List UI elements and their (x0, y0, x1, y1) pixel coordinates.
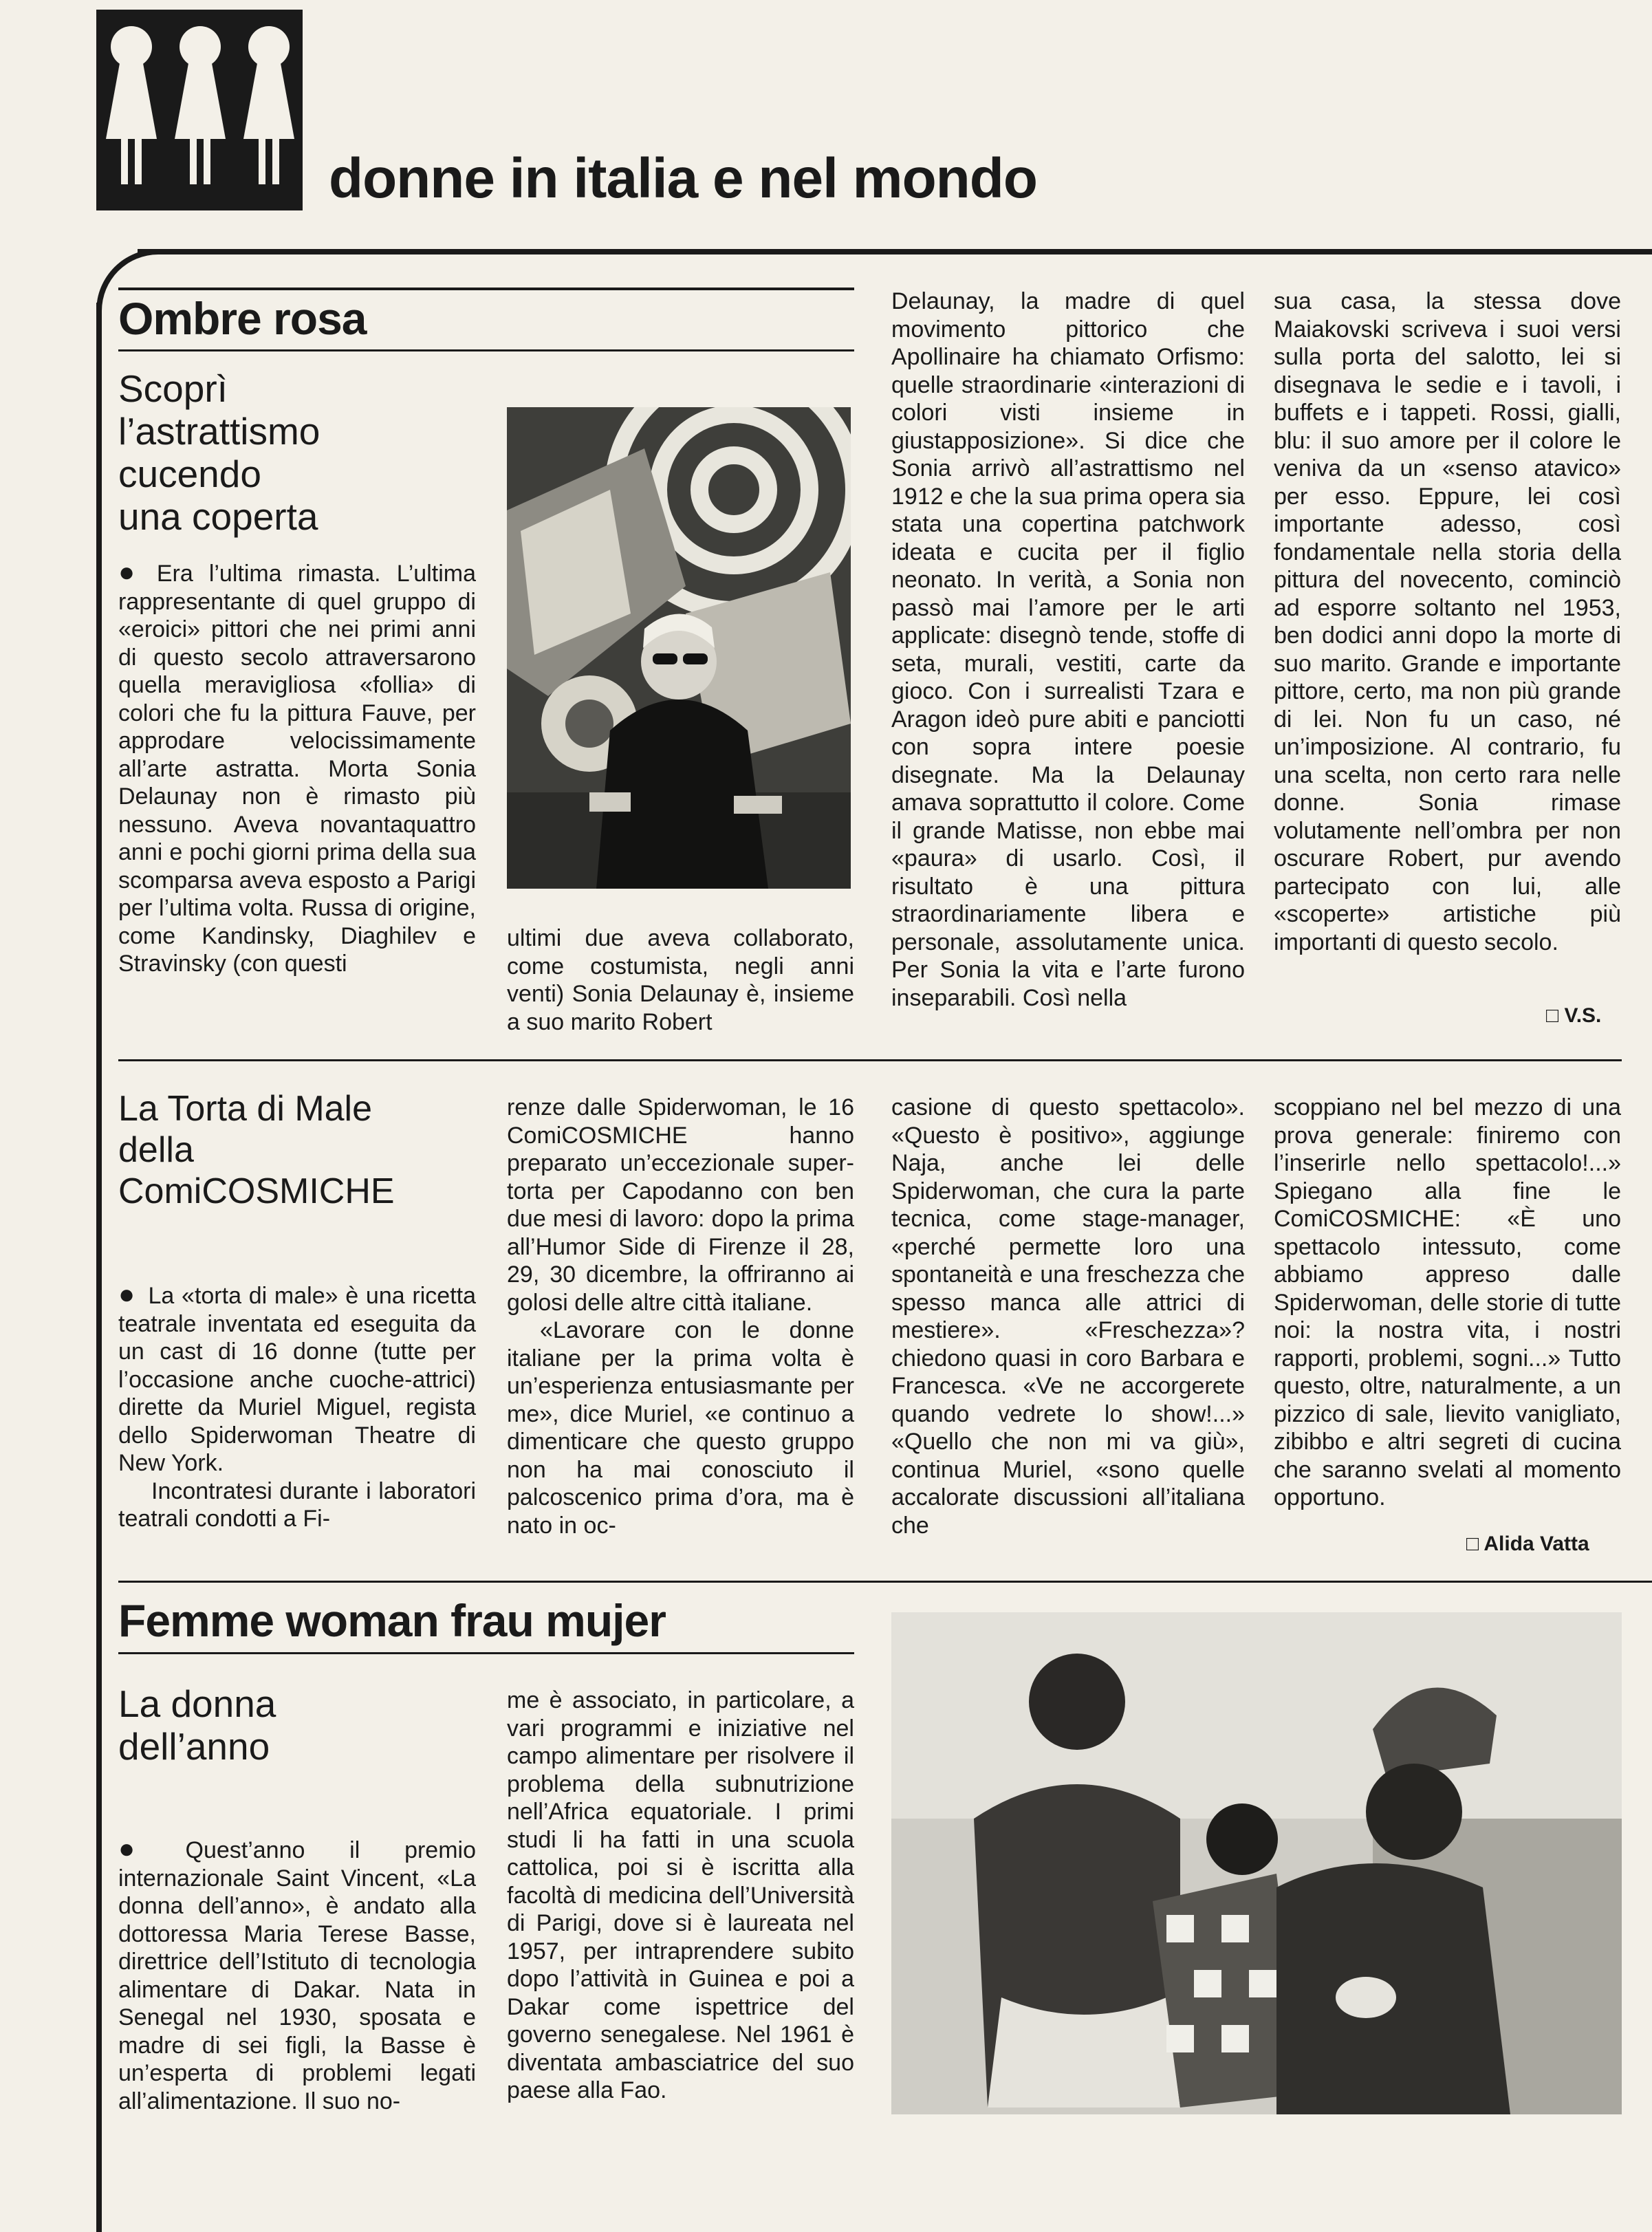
ombre-title: Ombre rosa (118, 293, 367, 344)
frame-left-rule (96, 303, 102, 2232)
bullet-icon: ● (118, 1279, 136, 1310)
ombre-top-rule (118, 288, 854, 290)
woman-figure-icon (172, 22, 228, 187)
torta-column-1: ● La «torta di male» è una ricetta teatrale inventata ed eseguita da un cast di 16 donne (tutte per l’occasione anche cuoche-attrici) dirette da Muriel Miguel, regista dello Spiderwoman Theatre di New York. Incontratesi durante i laboratori teatrali condotti a Fi- (118, 1279, 476, 1532)
ombre-column-1: ● Era l’ultima rimasta. L’ultima rappresentante di quel gruppo di «eroici» pittori che nei primi anni di questo secolo attraversarono quella meravigliosa «follia» di colori che fu la pittura Fauve, per approdare velocissimamente all’arte astratta. Morta Sonia Delaunay non è rimasto più nessuno. Aveva novantaquattro anni e pochi giorni prima della sua scomparsa aveva esposto a Parigi per l’ultima volta. Russa di origine, come Kandinsky, Diaghilev e Stravinsky (con questi (118, 557, 476, 977)
torta-signature: □ Alida Vatta (1466, 1532, 1589, 1555)
bullet-icon: ● (118, 557, 144, 587)
bullet-icon: ● (118, 1834, 173, 1864)
section-divider-2 (118, 1581, 1652, 1583)
ombre-column-3: Delaunay, la madre di quel movimento pittorico che Apollinaire ha chiamato Orfismo: quelle straordinarie «interazioni di colori visti insieme in giustapposizione». Si dice che Sonia arrivò all’astrattismo nel 1912 e che la sua prima opera sia stata una copertina patchwork ideata e cucita per il figlio neonato. In verità, a Sonia non passò mai l’amore per le arti applicate: disegnò tende, stoffe di seta, murali, vestiti, carte da gioco. Con i surrealisti Tzara e Aragon ideò pure abiti e panciotti con sopra intere poesie disegnate. Ma la Delaunay amava soprattutto il colore. Come il grande Matisse, non ebbe mai «paura» di usarlo. Così, il risultato è una pittura straordinariamente libera e personale, assolutamente unica. Per Sonia la vita e l’arte furono inseparabili. Così nella (891, 288, 1245, 1011)
femme-column-1: ● Quest’anno il premio internazionale Saint Vincent, «La donna dell’anno», è andato alla dottoressa Maria Terese Basse, direttrice dell’Istituto di tecnologia alimentare di Dakar. Nata in Senegal nel 1930, sposata e madre di sei figli, la Basse è un’esperta di problemi legati all’alimentazione. Il suo no- (118, 1834, 476, 2114)
section-title: donne in italia e nel mondo (329, 147, 1037, 210)
ombre-signature: □ V.S. (1546, 1004, 1602, 1027)
femme-subtitle: La donna dell’anno (118, 1682, 276, 1768)
ombre-column-4: sua casa, la stessa dove Maiakovski scriveva i suoi versi sulla porta del salotto, lei si disegnava le sedie e i tavoli, i buffets e i tappeti. Rossi, gialli, blu: il suo amore per il colore le veniva da un «senso atavico» per esso. Eppure, lei così importante adesso, così fondamentale nella storia della pittura del novecento, cominciò ad esporre soltanto nel 1953, ben dodici anni dopo la morte di suo marito. Grande e importante pittore, certo, ma non più grande di lei. Non fu un caso, né un’imposizione. Al contrario, fu una scelta, non certo rara nelle donne. Sonia rimase volutamente nell’ombra per non oscurare Robert, pur avendo partecipato con lui, alle «scoperte» artistiche più importanti di questo secolo. (1274, 288, 1621, 955)
family-photo (891, 1612, 1622, 2114)
frame-top-rule (138, 249, 1652, 254)
woman-figure-icon (103, 22, 160, 187)
woman-figure-icon (241, 22, 297, 187)
torta-column-3: casione di questo spettacolo». «Questo è positivo», aggiunge Naja, anche lei delle Spiderwoman, che cura la parte tecnica, come stage-manager, «perché permette loro una spontaneità e una freschezza che spesso manca alle attrici di mestiere». «Freschezza»? chiedono quasi in coro Barbara e Francesca. «Ve ne accorgerete quando vedrete lo show!...» «Quello che non mi va giù», continua Muriel, «sono quelle accalorate discussioni all’italiana che (891, 1094, 1245, 1539)
torta-column-4: scoppiano nel bel mezzo di una prova generale: finiremo con l’inserirle nello spettacolo!...» Spiegano alla fine le ComiCOSMICHE: «È uno spettacolo intessuto, come abbiamo appreso dalle Spiderwoman, delle storie di tutte noi: la nostra vita, i nostri rapporti, problemi, sogni...» Tutto questo, oltre, naturalmente, a un pizzico di sale, lievito vanigliato, zibibbo e altri segreti di cucina che saranno svelati al momento opportuno. (1274, 1094, 1621, 1510)
femme-column-2: me è associato, in particolare, a vari programmi e iniziative nel campo alimentare per risolvere il problema della subnutrizione nell’Africa equatoriale. I primi studi li ha fatti in una scuola cattolica, poi si è iscritta alla facoltà di medicina dell’Università di Parigi, dove si è laureata nel 1957, per intraprendere subito dopo l’attività in Guinea e poi a Dakar come ispettrice del governo senegalese. Nel 1961 è diventata ambasciatrice del suo paese alla Fao. (507, 1687, 854, 2103)
femme-title-rule (118, 1652, 854, 1654)
section-divider-1 (118, 1059, 1622, 1061)
ombre-title-rule (118, 349, 854, 351)
femme-title: Femme woman frau mujer (118, 1595, 666, 1646)
sonia-delaunay-photo (507, 407, 851, 889)
ombre-column-2: ultimi due aveva collaborato, come costumista, negli anni venti) Sonia Delaunay è, insieme a suo marito Robert (507, 925, 854, 1035)
torta-column-2: renze dalle Spiderwoman, le 16 ComiCOSMICHE hanno preparato un’eccezionale super-torta per Capodanno con ben due mesi di lavoro: dopo la prima all’Humor Side di Firenze il 28, 29, 30 dicembre, la offriranno ai golosi delle altre città italiane. «Lavorare con le donne italiane per la prima volta è un’esperienza entusiasmante per me», dice Muriel, «e continuo a dimenticare che questo gruppo non ha mai conosciuto il palcoscenico prima d’ora, ma è nato in oc- (507, 1094, 854, 1539)
torta-title: La Torta di Male della ComiCOSMICHE (118, 1089, 395, 1211)
three-women-logo (96, 10, 303, 210)
ombre-subtitle: Scoprì l’astrattismo cucendo una coperta (118, 367, 320, 538)
